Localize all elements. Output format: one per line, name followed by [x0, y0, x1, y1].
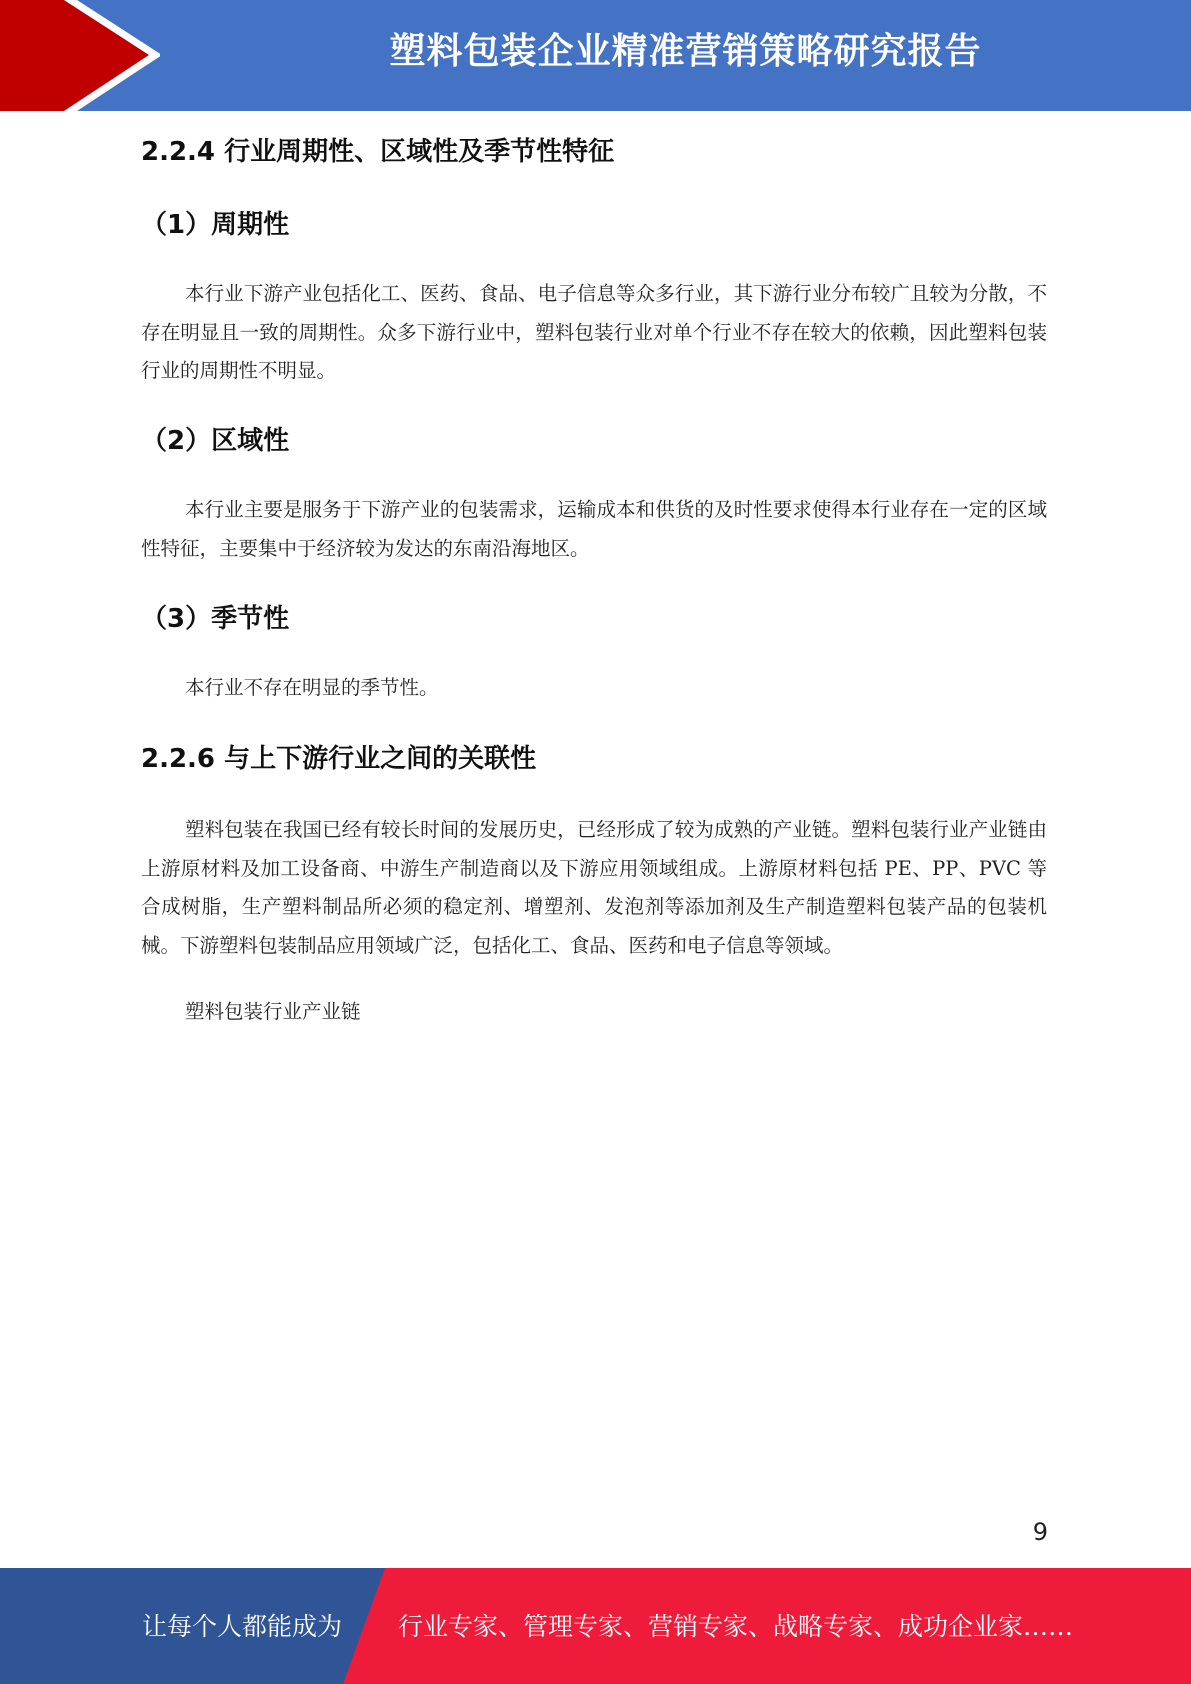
page-header: [0, 0, 1191, 111]
page-number: 9: [1032, 1518, 1048, 1546]
subheading-cyclical: （1）周期性: [141, 210, 290, 240]
section-heading-2-2-6: 2.2.6 与上下游行业之间的关联性: [141, 744, 537, 774]
figure-caption-industry-chain: 塑料包装行业产业链: [185, 1000, 361, 1023]
section-heading-2-2-4: 2.2.4 行业周期性、区域性及季节性特征: [141, 137, 615, 167]
footer-slogan-right: 行业专家、管理专家、营销专家、战略专家、成功企业家……: [398, 1612, 1074, 1641]
paragraph-regional: 本行业主要是服务于下游产业的包装需求，运输成本和供货的及时性要求使得本行业存在一定的区域性特征，主要集中于经济较为发达的东南沿海地区。: [141, 498, 1047, 560]
subheading-regional: （2）区域性: [141, 426, 290, 456]
subheading-seasonal: （3）季节性: [141, 604, 290, 634]
report-title: 塑料包装企业精准营销策略研究报告: [389, 31, 982, 72]
paragraph-seasonal: 本行业不存在明显的季节性。: [185, 676, 439, 699]
footer-slogan-left: 让每个人都能成为: [142, 1612, 343, 1641]
header-chevron-decoration: [0, 0, 160, 111]
paragraph-cyclical: 本行业下游产业包括化工、医药、食品、电子信息等众多行业，其下游行业分布较广且较为分散，不存在明显且一致的周期性。众多下游行业中，塑料包装行业对单个行业不存在较大的依赖，因此塑料包装行业的周期性不明显。: [141, 282, 1047, 382]
page-footer: [0, 1568, 1191, 1684]
paragraph-industry-chain: 塑料包装在我国已经有较长时间的发展历史，已经形成了较为成熟的产业链。塑料包装行业产业链由上游原材料及加工设备商、中游生产制造商以及下游应用领域组成。上游原材料包括 PE、PP、PVC 等合成树脂，生产塑料制品所必须的稳定剂、增塑剂、发泡剂等添加剂及生产制造塑料包装产品的包装机械。下游塑料包装制品应用领域广泛，包括化工、食品、医药和电子信息等领域。: [141, 818, 1047, 957]
